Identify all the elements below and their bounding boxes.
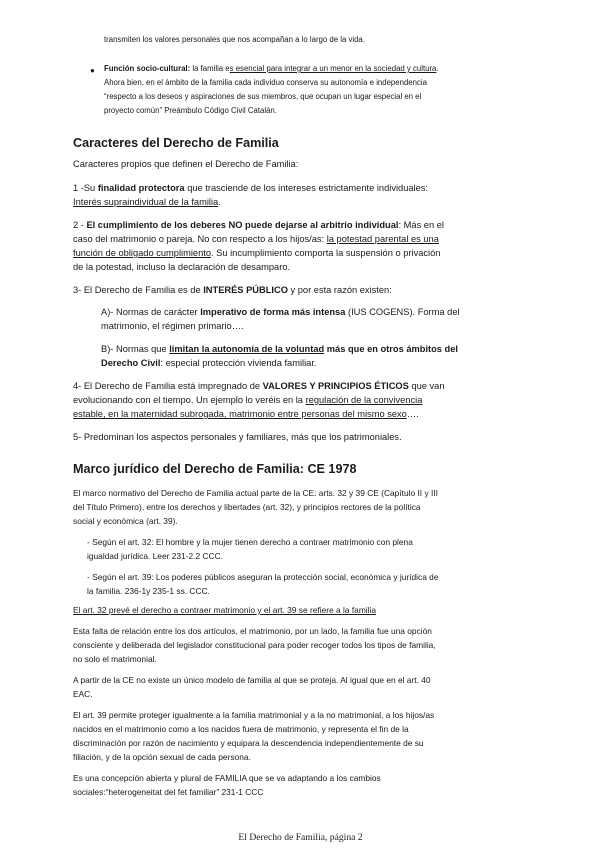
marco-p1-line-2: del Título Primero), entre los derechos y libertades (art. 32), y principios rectores de la política — [73, 502, 421, 512]
marco-p6-line-1: A partir de la CE no existe un único modelo de familia al que se proteja. Al igual que en el art. 40 — [73, 675, 431, 685]
item2-bold: El cumplimiento de los deberes NO puede dejarse al arbitrio individual — [86, 220, 399, 230]
page-footer: El Derecho de Familia, página 2 — [238, 832, 363, 843]
marco-p7-line-1: El art. 39 permite proteger igualmente a la familia matrimonial y a la no matrimonial, a los hijos/as — [73, 710, 435, 720]
item3a-line-1 — [101, 307, 460, 317]
marco-p7-line-4: filiación, y de la opción sexual de cada persona. — [73, 752, 251, 762]
marco-p7-line-2: nacidos en el matrimonio como a los nacidos fuera de matrimonio, y representa el fin de la — [73, 724, 409, 734]
item4-prefix: 4- El Derecho de Familia está impregnado de — [73, 381, 263, 391]
item3a-line-2: matrimonio, el régimen primario…. — [101, 321, 244, 331]
item4-line-2 — [73, 395, 422, 405]
item2-rest: : Más en el — [398, 220, 444, 230]
item2-text: caso del matrimonio o pareja. No con respecto a los hijos/as: — [73, 234, 327, 244]
intro-line: transmiten los valores personales que nos acompañan a lo largo de la vida. — [104, 35, 365, 44]
bullet-label: Función socio-cultural: — [104, 64, 191, 73]
item3a-bold: Imperativo de forma más intensa — [200, 307, 346, 317]
item4-rest: que van — [408, 381, 445, 391]
item2-prefix: 2 - — [73, 220, 87, 230]
item3-bold: INTERÉS PÚBLICO — [203, 285, 288, 295]
bullet-text: la familia e — [190, 64, 230, 73]
item3-rest: y por esta razón existen: — [287, 285, 392, 295]
item2-line-3 — [73, 248, 440, 258]
item2-underlined-2: función de obligado cumplimiento — [73, 248, 211, 258]
item5-line: 5- Predominan los aspectos personales y familiares, más que los patrimoniales. — [73, 432, 402, 442]
item3-prefix: 3- El Derecho de Familia es de — [73, 285, 204, 295]
item4-bold: VALORES Y PRINCIPIOS ÉTICOS — [262, 381, 409, 391]
item3a-rest: (IUS COGENS). Forma del — [345, 307, 460, 317]
item1-rest: que trasciende de los intereses estrictamente individuales: — [184, 183, 429, 193]
marco-p2-line-2: igualdad jurídica. Leer 231-2.2 CCC. — [87, 551, 223, 561]
item4-underlined: regulación de la convivencia — [305, 395, 423, 405]
marco-p3-line-2: la familia. 236-1y 235-1 ss. CCC. — [87, 586, 210, 596]
bullet-dot-icon: ● — [90, 66, 95, 75]
bullet-text-end: . — [436, 64, 439, 73]
item1-line-2 — [73, 197, 221, 207]
section1-intro: Caracteres propios que definen el Derecho de Familia: — [73, 159, 299, 169]
item2-line-2 — [73, 234, 439, 244]
item1-bold: finalidad protectora — [97, 183, 185, 193]
item3b-prefix: B)- Normas que — [101, 344, 170, 354]
item1-underlined: Interés supraindividual de la familia — [73, 197, 219, 207]
item4-ellipsis: …. — [406, 409, 419, 419]
item3b-text: : especial protección vivienda familiar. — [160, 358, 317, 368]
marco-p7-line-3: discriminación por razón de nacimiento y equipara la descendencia independientemente de su — [73, 738, 424, 748]
marco-p8-line-1: Es una concepción abierta y plural de FAMILIA que se va adaptando a los cambios — [73, 773, 381, 783]
item3b-bold-2: Derecho Civil — [101, 358, 161, 368]
item2-text-2: . Su incumplimiento comporta la suspensión o privación — [211, 248, 441, 258]
bullet-line-1 — [104, 64, 439, 73]
section-title-caracteres: Caracteres del Derecho de Familia — [73, 136, 279, 150]
marco-p5-line-1: Esta falta de relación entre los dos artículos, el matrimonio, por un lado, la familia fue una opción — [73, 626, 432, 636]
marco-p8-line-2: sociales:“heterogeneitat del fet familiar” 231-1 CCC — [73, 787, 264, 797]
bullet-line-2: Ahora bien, en el ámbito de la familia cada individuo conserva su autonomía e independencia — [104, 78, 427, 87]
marco-p1-line-3: social y económica (art. 39). — [73, 516, 178, 526]
section-title-marco: Marco jurídico del Derecho de Familia: CE 1978 — [73, 462, 357, 476]
item1-prefix: 1 -Su — [73, 183, 98, 193]
item3a-prefix: A)- Normas de carácter — [101, 307, 201, 317]
marco-p1-line-1: El marco normativo del Derecho de Familia actual parte de la CE: arts. 32 y 39 CE (Capítulo II y III — [73, 488, 438, 498]
item2-line-1 — [73, 220, 444, 230]
item2-line-4: de la potestad, incluso la declaración de desamparo. — [73, 262, 291, 272]
item3b-line-1 — [101, 344, 458, 354]
item4-line-3 — [73, 409, 419, 419]
item4-underlined-2: estable, en la maternidad subrogada, matrimonio entre personas del mismo sexo — [73, 409, 407, 419]
marco-p5-line-3: no solo el matrimonial. — [73, 654, 157, 664]
item1-line-1 — [73, 183, 428, 193]
item3b-bold-underlined: limitan la autonomía de la voluntad — [169, 344, 325, 354]
item4-text: evolucionando con el tiempo. Un ejemplo lo veréis en la — [73, 395, 306, 405]
bullet-underlined-text: s esencial para integrar a un menor en la sociedad y cultura — [229, 64, 437, 73]
marco-p4-underlined: El art. 32 prevé el derecho a contraer matrimonio y el art. 39 se refiere a la familia — [73, 605, 377, 615]
item1-end: . — [218, 197, 221, 207]
marco-p5-line-2: consciente y deliberada del legislador constitucional para poder recoger todos los tipos de familia, — [73, 640, 436, 650]
marco-p3-line-1: - Según el art. 39: Los poderes públicos aseguran la protección social, económica y jurídica de — [87, 572, 439, 582]
bullet-line-4: proyecto común” Preámbulo Código Civil Catalán. — [104, 106, 277, 115]
item3b-line-2 — [101, 358, 316, 368]
marco-p6-line-2: EAC. — [73, 689, 93, 699]
item3b-rest: más que en otros ámbitos del — [324, 344, 458, 354]
item3-line-1 — [73, 285, 392, 295]
marco-p2-line-1: - Según el art. 32: El hombre y la mujer tienen derecho a contraer matrimonio con plena — [87, 537, 413, 547]
item4-line-1 — [73, 381, 445, 391]
bullet-line-3: “respecto a los deseos y aspiraciones de sus miembros, que ocupan un lugar especial en el — [104, 92, 422, 101]
item2-underlined: la potestad parental es una — [326, 234, 439, 244]
